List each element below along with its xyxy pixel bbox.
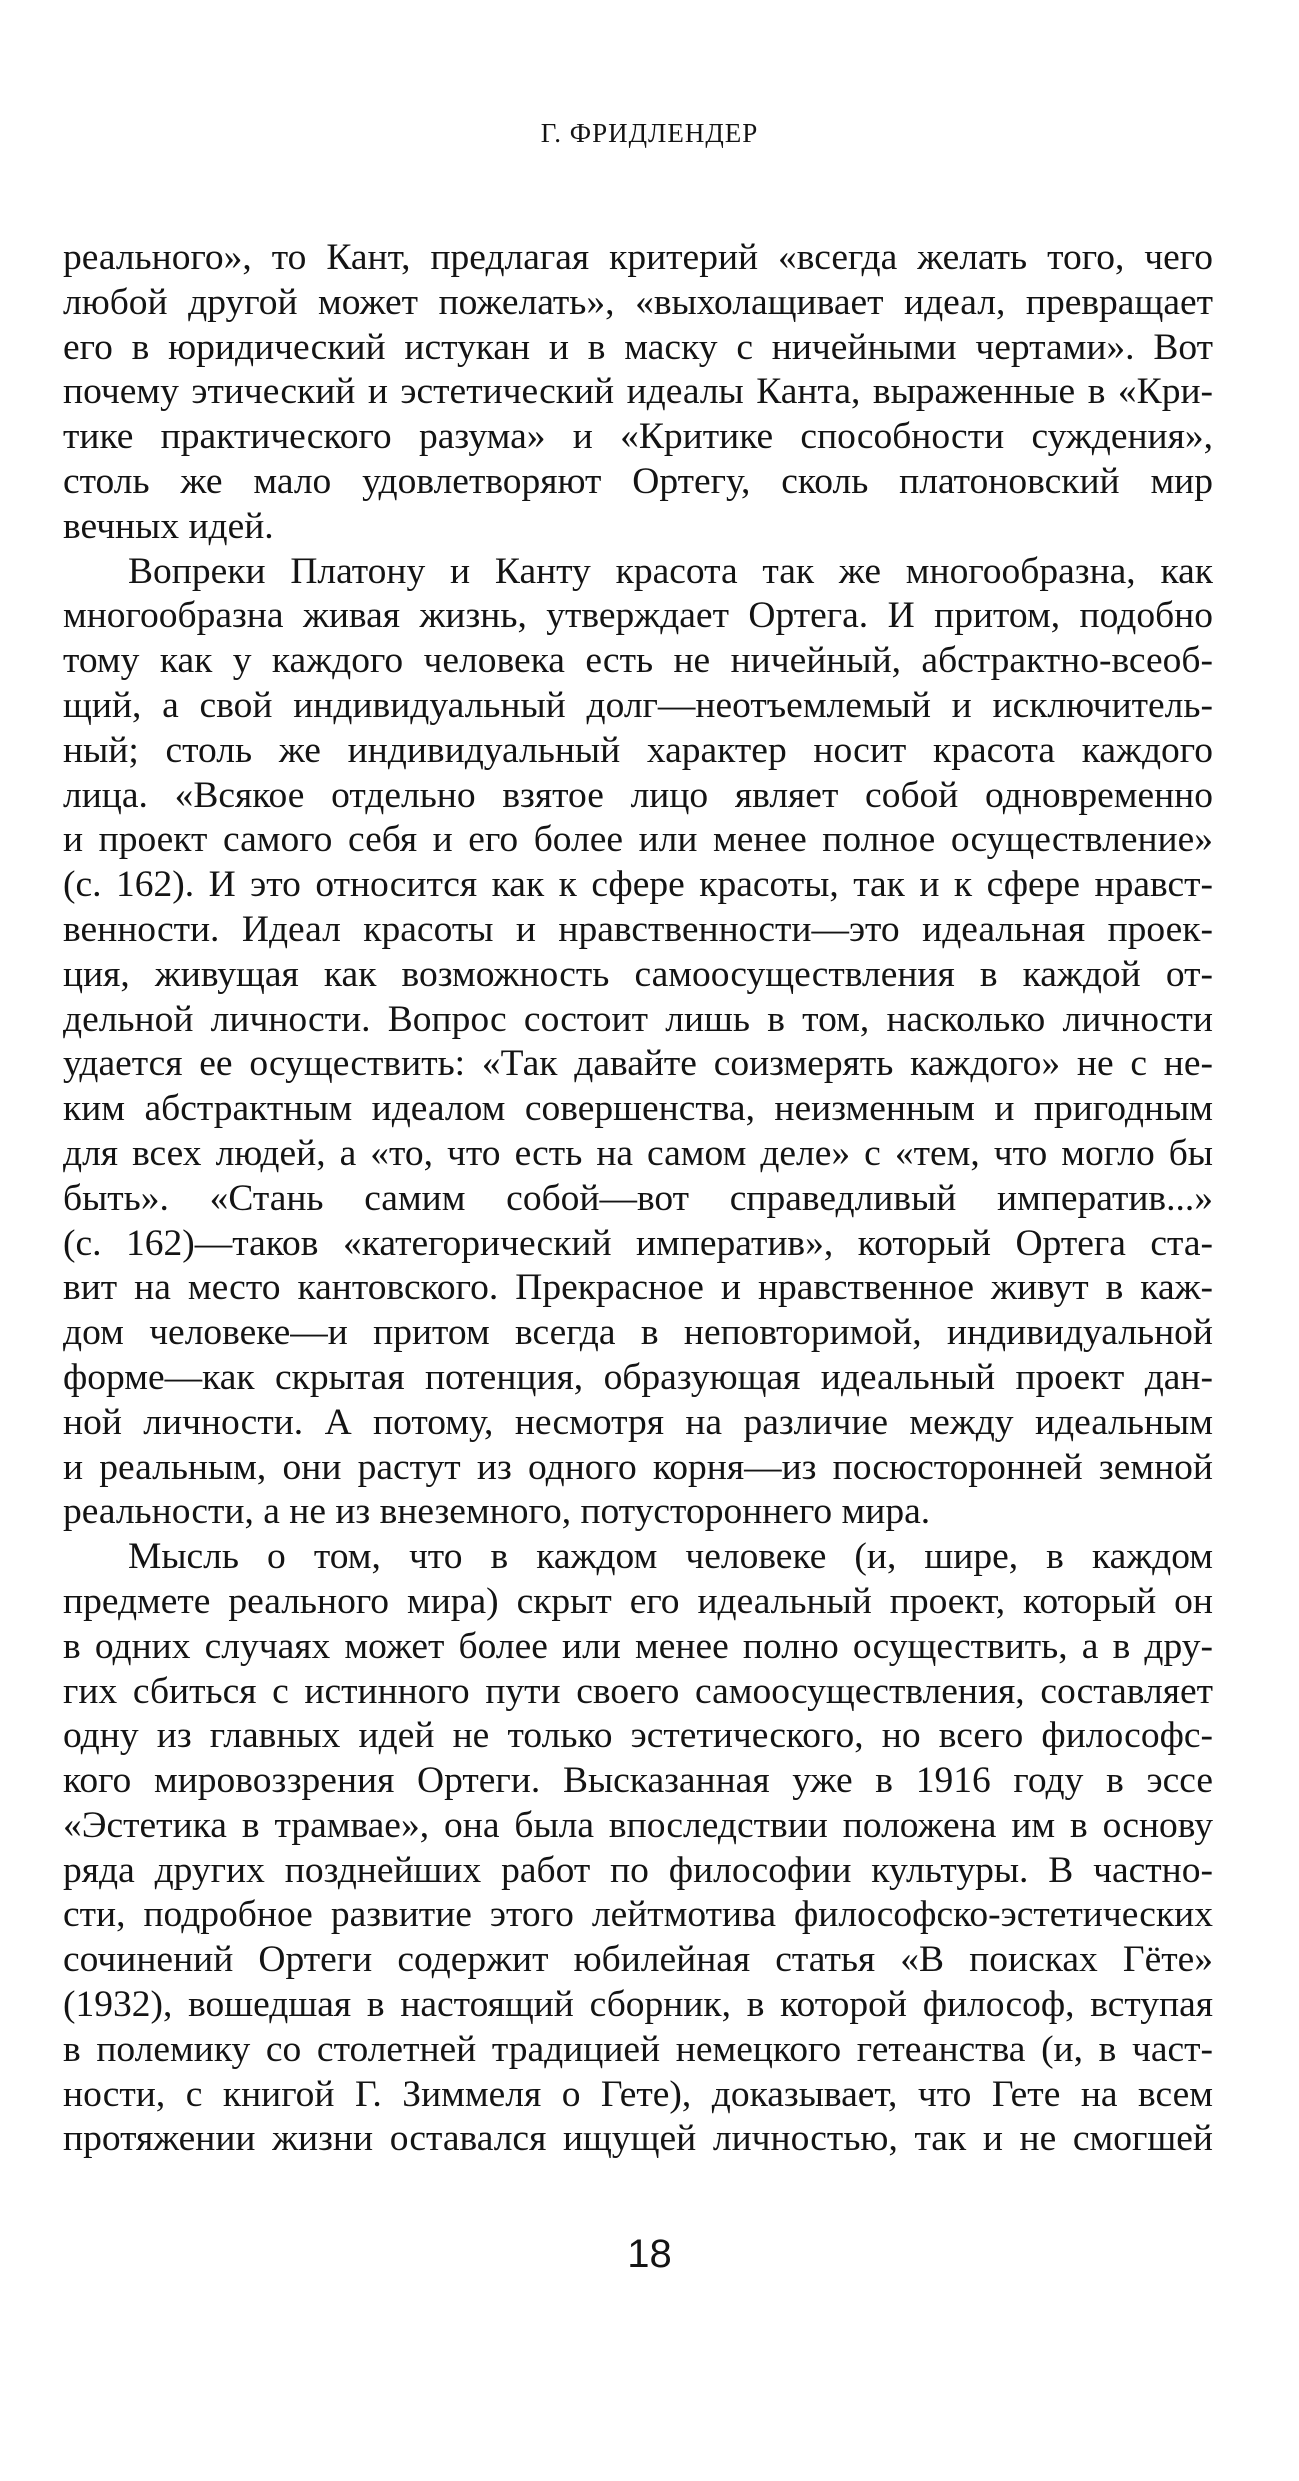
text-line: вит на место кантовского. Прекрасное и нравственное живут в каж- — [63, 1267, 1213, 1309]
text-line: щий, а свой индивидуальный долг—неотъемлемый и исключитель- — [63, 684, 1213, 726]
text-line: реальности, а не из внеземного, потустороннего мира. — [63, 1491, 931, 1533]
text-line: в полемику со столетней традицией немецкого гетеанства (и, в част- — [63, 2028, 1213, 2070]
text-line: сочинений Ортеги содержит юбилейная статья «В поисках Гёте» — [63, 1939, 1213, 1981]
text-line: для всех людей, а «то, что есть на самом деле» с «тем, что могло бы — [63, 1132, 1213, 1174]
text-line: тике практического разума» и «Критике способности суждения», — [63, 416, 1213, 458]
text-line: почему этический и эстетический идеалы Канта, выраженные в «Кри- — [63, 371, 1213, 413]
body-text — [63, 236, 1213, 2162]
text-line: вечных идей. — [63, 505, 274, 547]
text-line: и проект самого себя и его более или менее полное осуществление» — [63, 819, 1213, 861]
text-line: протяжении жизни оставался ищущей личностью, так и не смогшей — [63, 2118, 1213, 2160]
text-line: ким абстрактным идеалом совершенства, неизменным и пригодным — [63, 1088, 1213, 1130]
text-line: любой другой может пожелать», «выхолащивает идеал, превращает — [63, 281, 1213, 323]
text-line: ной личности. А потому, несмотря на различие между идеальным — [63, 1401, 1213, 1443]
text-line: дельной личности. Вопрос состоит лишь в том, насколько личности — [63, 998, 1213, 1040]
text-line: форме—как скрытая потенция, образующая идеальный проект дан- — [63, 1356, 1213, 1398]
text-line: лица. «Всякое отдельно взятое лицо являет собой одновременно — [63, 774, 1213, 816]
text-line: (с. 162). И это относится как к сфере красоты, так и к сфере нравст- — [63, 864, 1213, 906]
text-line: Вопреки Платону и Канту красота так же многообразна, как — [128, 550, 1213, 592]
text-line: столь же мало удовлетворяют Ортегу, сколь платоновский мир — [63, 460, 1213, 502]
text-line: (1932), вошедшая в настоящий сборник, в которой философ, вступая — [63, 1984, 1213, 2026]
text-line: его в юридический истукан и в маску с ничейными чертами». Вот — [63, 326, 1213, 368]
text-line: тому как у каждого человека есть не ничейный, абстрактно-всеоб- — [63, 640, 1213, 682]
text-line: удается ее осуществить: «Так давайте соизмерять каждого» не с не- — [63, 1043, 1213, 1085]
text-line: предмете реального мира) скрыт его идеальный проект, который он — [63, 1580, 1213, 1622]
text-line: гих сбиться с истинного пути своего самоосуществления, составляет — [63, 1670, 1213, 1712]
text-line: и реальным, они растут из одного корня—из посюсторонней земной — [63, 1446, 1213, 1488]
text-line: Мысль о том, что в каждом человеке (и, шире, в каждом — [128, 1536, 1213, 1578]
text-line: венности. Идеал красоты и нравственности—это идеальная проек- — [63, 908, 1213, 950]
page-number: 18 — [627, 2232, 672, 2276]
paragraph — [63, 236, 1213, 550]
text-line: ный; столь же индивидуальный характер носит красота каждого — [63, 729, 1213, 771]
paragraph — [63, 1535, 1213, 2162]
text-line: (с. 162)—таков «категорический императив», который Ортега ста- — [63, 1222, 1213, 1264]
text-line: многообразна живая жизнь, утверждает Ортега. И притом, подобно — [63, 595, 1213, 637]
text-line: реального», то Кант, предлагая критерий «всегда желать того, чего — [63, 237, 1213, 278]
text-line: в одних случаях может более или менее полно осуществить, а в дру- — [63, 1625, 1213, 1667]
text-line: сти, подробное развитие этого лейтмотива философско-эстетических — [63, 1894, 1213, 1936]
running-head: Г. ФРИДЛЕНДЕР — [540, 118, 759, 148]
text-line: быть». «Стань самим собой—вот справедливый императив...» — [63, 1177, 1213, 1219]
text-line: «Эстетика в трамвае», она была впоследствии положена им в основу — [63, 1804, 1213, 1846]
text-line: ция, живущая как возможность самоосуществления в каждой от- — [63, 953, 1213, 995]
text-line: кого мировоззрения Ортеги. Высказанная уже в 1916 году в эссе — [63, 1760, 1213, 1802]
text-line: дом человеке—и притом всегда в неповторимой, индивидуальной — [63, 1312, 1213, 1354]
text-line: одну из главных идей не только эстетического, но всего философс- — [63, 1715, 1213, 1757]
paragraph — [63, 550, 1213, 1536]
text-line: ности, с книгой Г. Зиммеля о Гете), доказывает, что Гете на всем — [63, 2073, 1213, 2115]
text-line: ряда других позднейших работ по философии культуры. В частно- — [63, 1849, 1213, 1891]
